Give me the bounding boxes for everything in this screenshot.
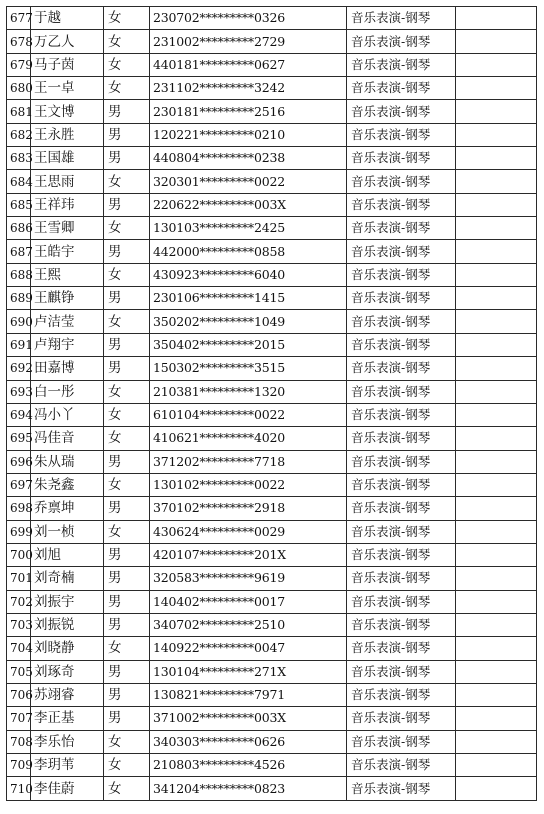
table-row <box>7 777 537 800</box>
empty-cell <box>456 590 537 613</box>
table-row <box>7 333 537 356</box>
major-cell: 音乐表演-钢琴 <box>347 777 456 800</box>
empty-cell <box>456 287 537 310</box>
gender-cell: 女 <box>104 637 150 660</box>
student-name-cell: 王麒铮 <box>31 287 104 310</box>
empty-cell <box>456 543 537 566</box>
student-name-cell: 朱从瑞 <box>31 450 104 473</box>
major-cell: 音乐表演-钢琴 <box>347 240 456 263</box>
id-number-cell: 150302*********3515 <box>150 357 347 380</box>
table-row <box>7 497 537 520</box>
id-number-cell: 371002*********003X <box>150 707 347 730</box>
major-cell: 音乐表演-钢琴 <box>347 30 456 53</box>
gender-cell: 女 <box>104 777 150 800</box>
row-number-cell: 709 <box>7 754 31 777</box>
empty-cell <box>456 170 537 193</box>
major-cell: 音乐表演-钢琴 <box>347 310 456 333</box>
empty-cell <box>456 30 537 53</box>
major-cell: 音乐表演-钢琴 <box>347 403 456 426</box>
empty-cell <box>456 77 537 100</box>
id-number-cell: 370102*********2918 <box>150 497 347 520</box>
gender-cell: 女 <box>104 473 150 496</box>
gender-cell: 男 <box>104 240 150 263</box>
id-number-cell: 320301*********0022 <box>150 170 347 193</box>
student-name-cell: 白一彤 <box>31 380 104 403</box>
major-cell: 音乐表演-钢琴 <box>347 263 456 286</box>
row-number-cell: 704 <box>7 637 31 660</box>
major-cell: 音乐表演-钢琴 <box>347 170 456 193</box>
id-number-cell: 130102*********0022 <box>150 473 347 496</box>
major-cell: 音乐表演-钢琴 <box>347 217 456 240</box>
row-number-cell: 686 <box>7 217 31 240</box>
empty-cell <box>456 450 537 473</box>
row-number-cell: 679 <box>7 53 31 76</box>
student-name-cell: 卢翔宇 <box>31 333 104 356</box>
gender-cell: 女 <box>104 217 150 240</box>
id-number-cell: 440804*********0238 <box>150 147 347 170</box>
table-row <box>7 240 537 263</box>
major-cell: 音乐表演-钢琴 <box>347 287 456 310</box>
student-name-cell: 刘振宇 <box>31 590 104 613</box>
table-row <box>7 53 537 76</box>
gender-cell: 女 <box>104 403 150 426</box>
gender-cell: 男 <box>104 567 150 590</box>
major-cell: 音乐表演-钢琴 <box>347 100 456 123</box>
roster-body <box>7 7 537 801</box>
empty-cell <box>456 683 537 706</box>
id-number-cell: 120221*********0210 <box>150 123 347 146</box>
gender-cell: 女 <box>104 263 150 286</box>
student-name-cell: 乔禀坤 <box>31 497 104 520</box>
empty-cell <box>456 193 537 216</box>
id-number-cell: 210803*********4526 <box>150 754 347 777</box>
row-number-cell: 690 <box>7 310 31 333</box>
empty-cell <box>456 147 537 170</box>
id-number-cell: 231002*********2729 <box>150 30 347 53</box>
table-row <box>7 613 537 636</box>
table-row <box>7 77 537 100</box>
gender-cell: 男 <box>104 287 150 310</box>
major-cell: 音乐表演-钢琴 <box>347 77 456 100</box>
major-cell: 音乐表演-钢琴 <box>347 683 456 706</box>
empty-cell <box>456 7 537 30</box>
table-row <box>7 427 537 450</box>
row-number-cell: 699 <box>7 520 31 543</box>
row-number-cell: 702 <box>7 590 31 613</box>
major-cell: 音乐表演-钢琴 <box>347 754 456 777</box>
id-number-cell: 130103*********2425 <box>150 217 347 240</box>
table-row <box>7 660 537 683</box>
table-row <box>7 590 537 613</box>
student-name-cell: 王思雨 <box>31 170 104 193</box>
gender-cell: 男 <box>104 613 150 636</box>
major-cell: 音乐表演-钢琴 <box>347 53 456 76</box>
major-cell: 音乐表演-钢琴 <box>347 427 456 450</box>
roster-table <box>6 6 537 801</box>
table-row <box>7 707 537 730</box>
empty-cell <box>456 123 537 146</box>
row-number-cell: 710 <box>7 777 31 800</box>
student-name-cell: 王永胜 <box>31 123 104 146</box>
id-number-cell: 341204*********0823 <box>150 777 347 800</box>
id-number-cell: 230702*********0326 <box>150 7 347 30</box>
table-row <box>7 193 537 216</box>
row-number-cell: 700 <box>7 543 31 566</box>
row-number-cell: 677 <box>7 7 31 30</box>
id-number-cell: 430624*********0029 <box>150 520 347 543</box>
empty-cell <box>456 520 537 543</box>
id-number-cell: 440181*********0627 <box>150 53 347 76</box>
major-cell: 音乐表演-钢琴 <box>347 7 456 30</box>
row-number-cell: 695 <box>7 427 31 450</box>
gender-cell: 女 <box>104 77 150 100</box>
empty-cell <box>456 357 537 380</box>
gender-cell: 女 <box>104 427 150 450</box>
major-cell: 音乐表演-钢琴 <box>347 707 456 730</box>
table-row <box>7 357 537 380</box>
row-number-cell: 689 <box>7 287 31 310</box>
empty-cell <box>456 310 537 333</box>
id-number-cell: 442000*********0858 <box>150 240 347 263</box>
row-number-cell: 683 <box>7 147 31 170</box>
student-name-cell: 刘一桢 <box>31 520 104 543</box>
id-number-cell: 130821*********7971 <box>150 683 347 706</box>
row-number-cell: 708 <box>7 730 31 753</box>
empty-cell <box>456 240 537 263</box>
id-number-cell: 320583*********9619 <box>150 567 347 590</box>
row-number-cell: 692 <box>7 357 31 380</box>
major-cell: 音乐表演-钢琴 <box>347 123 456 146</box>
empty-cell <box>456 333 537 356</box>
table-row <box>7 287 537 310</box>
id-number-cell: 230181*********2516 <box>150 100 347 123</box>
student-name-cell: 李乐怡 <box>31 730 104 753</box>
row-number-cell: 705 <box>7 660 31 683</box>
student-name-cell: 于越 <box>31 7 104 30</box>
student-name-cell: 王熙 <box>31 263 104 286</box>
row-number-cell: 696 <box>7 450 31 473</box>
major-cell: 音乐表演-钢琴 <box>347 380 456 403</box>
empty-cell <box>456 613 537 636</box>
major-cell: 音乐表演-钢琴 <box>347 660 456 683</box>
row-number-cell: 678 <box>7 30 31 53</box>
id-number-cell: 350202*********1049 <box>150 310 347 333</box>
table-row <box>7 403 537 426</box>
row-number-cell: 706 <box>7 683 31 706</box>
major-cell: 音乐表演-钢琴 <box>347 543 456 566</box>
student-name-cell: 王皓宇 <box>31 240 104 263</box>
roster-sheet <box>6 6 536 801</box>
student-name-cell: 朱尧鑫 <box>31 473 104 496</box>
row-number-cell: 691 <box>7 333 31 356</box>
id-number-cell: 350402*********2015 <box>150 333 347 356</box>
empty-cell <box>456 263 537 286</box>
row-number-cell: 701 <box>7 567 31 590</box>
id-number-cell: 340702*********2510 <box>150 613 347 636</box>
gender-cell: 女 <box>104 30 150 53</box>
gender-cell: 男 <box>104 100 150 123</box>
gender-cell: 女 <box>104 520 150 543</box>
table-row <box>7 754 537 777</box>
row-number-cell: 684 <box>7 170 31 193</box>
major-cell: 音乐表演-钢琴 <box>347 637 456 660</box>
table-row <box>7 543 537 566</box>
table-row <box>7 123 537 146</box>
gender-cell: 女 <box>104 380 150 403</box>
student-name-cell: 李正基 <box>31 707 104 730</box>
gender-cell: 男 <box>104 497 150 520</box>
table-row <box>7 637 537 660</box>
id-number-cell: 140922*********0047 <box>150 637 347 660</box>
row-number-cell: 688 <box>7 263 31 286</box>
table-row <box>7 473 537 496</box>
table-row <box>7 380 537 403</box>
gender-cell: 女 <box>104 170 150 193</box>
gender-cell: 男 <box>104 450 150 473</box>
id-number-cell: 420107*********201X <box>150 543 347 566</box>
gender-cell: 男 <box>104 660 150 683</box>
table-row <box>7 217 537 240</box>
id-number-cell: 340303*********0626 <box>150 730 347 753</box>
empty-cell <box>456 567 537 590</box>
gender-cell: 男 <box>104 683 150 706</box>
major-cell: 音乐表演-钢琴 <box>347 730 456 753</box>
major-cell: 音乐表演-钢琴 <box>347 333 456 356</box>
major-cell: 音乐表演-钢琴 <box>347 497 456 520</box>
gender-cell: 男 <box>104 590 150 613</box>
table-row <box>7 730 537 753</box>
empty-cell <box>456 777 537 800</box>
gender-cell: 男 <box>104 123 150 146</box>
student-name-cell: 刘晓静 <box>31 637 104 660</box>
student-name-cell: 田嘉博 <box>31 357 104 380</box>
empty-cell <box>456 637 537 660</box>
id-number-cell: 410621*********4020 <box>150 427 347 450</box>
student-name-cell: 卢洁莹 <box>31 310 104 333</box>
student-name-cell: 王一卓 <box>31 77 104 100</box>
empty-cell <box>456 427 537 450</box>
student-name-cell: 冯小丫 <box>31 403 104 426</box>
id-number-cell: 140402*********0017 <box>150 590 347 613</box>
major-cell: 音乐表演-钢琴 <box>347 357 456 380</box>
student-name-cell: 马子茵 <box>31 53 104 76</box>
row-number-cell: 694 <box>7 403 31 426</box>
gender-cell: 男 <box>104 193 150 216</box>
id-number-cell: 210381*********1320 <box>150 380 347 403</box>
empty-cell <box>456 53 537 76</box>
row-number-cell: 680 <box>7 77 31 100</box>
row-number-cell: 703 <box>7 613 31 636</box>
empty-cell <box>456 473 537 496</box>
row-number-cell: 697 <box>7 473 31 496</box>
student-name-cell: 李佳蔚 <box>31 777 104 800</box>
table-row <box>7 30 537 53</box>
gender-cell: 男 <box>104 357 150 380</box>
table-row <box>7 7 537 30</box>
gender-cell: 女 <box>104 310 150 333</box>
empty-cell <box>456 707 537 730</box>
major-cell: 音乐表演-钢琴 <box>347 193 456 216</box>
id-number-cell: 130104*********271X <box>150 660 347 683</box>
table-row <box>7 683 537 706</box>
major-cell: 音乐表演-钢琴 <box>347 613 456 636</box>
row-number-cell: 698 <box>7 497 31 520</box>
id-number-cell: 430923*********6040 <box>150 263 347 286</box>
empty-cell <box>456 217 537 240</box>
id-number-cell: 610104*********0022 <box>150 403 347 426</box>
student-name-cell: 万乙人 <box>31 30 104 53</box>
student-name-cell: 李玥苇 <box>31 754 104 777</box>
empty-cell <box>456 497 537 520</box>
table-row <box>7 100 537 123</box>
student-name-cell: 刘振锐 <box>31 613 104 636</box>
row-number-cell: 707 <box>7 707 31 730</box>
major-cell: 音乐表演-钢琴 <box>347 450 456 473</box>
student-name-cell: 王国雄 <box>31 147 104 170</box>
id-number-cell: 231102*********3242 <box>150 77 347 100</box>
row-number-cell: 681 <box>7 100 31 123</box>
gender-cell: 男 <box>104 333 150 356</box>
empty-cell <box>456 754 537 777</box>
empty-cell <box>456 403 537 426</box>
student-name-cell: 冯佳音 <box>31 427 104 450</box>
gender-cell: 女 <box>104 7 150 30</box>
gender-cell: 男 <box>104 707 150 730</box>
empty-cell <box>456 730 537 753</box>
table-row <box>7 567 537 590</box>
table-row <box>7 310 537 333</box>
gender-cell: 女 <box>104 53 150 76</box>
student-name-cell: 王雪卿 <box>31 217 104 240</box>
gender-cell: 女 <box>104 754 150 777</box>
major-cell: 音乐表演-钢琴 <box>347 567 456 590</box>
gender-cell: 男 <box>104 543 150 566</box>
empty-cell <box>456 660 537 683</box>
table-row <box>7 147 537 170</box>
row-number-cell: 693 <box>7 380 31 403</box>
table-row <box>7 520 537 543</box>
major-cell: 音乐表演-钢琴 <box>347 473 456 496</box>
gender-cell: 男 <box>104 147 150 170</box>
row-number-cell: 687 <box>7 240 31 263</box>
major-cell: 音乐表演-钢琴 <box>347 147 456 170</box>
id-number-cell: 230106*********1415 <box>150 287 347 310</box>
major-cell: 音乐表演-钢琴 <box>347 520 456 543</box>
id-number-cell: 220622*********003X <box>150 193 347 216</box>
table-row <box>7 263 537 286</box>
id-number-cell: 371202*********7718 <box>150 450 347 473</box>
table-row <box>7 450 537 473</box>
student-name-cell: 苏翊睿 <box>31 683 104 706</box>
student-name-cell: 刘旭 <box>31 543 104 566</box>
row-number-cell: 682 <box>7 123 31 146</box>
row-number-cell: 685 <box>7 193 31 216</box>
major-cell: 音乐表演-钢琴 <box>347 590 456 613</box>
student-name-cell: 王祥玮 <box>31 193 104 216</box>
gender-cell: 女 <box>104 730 150 753</box>
student-name-cell: 刘奇楠 <box>31 567 104 590</box>
empty-cell <box>456 380 537 403</box>
empty-cell <box>456 100 537 123</box>
table-row <box>7 170 537 193</box>
student-name-cell: 刘琢奇 <box>31 660 104 683</box>
student-name-cell: 王文博 <box>31 100 104 123</box>
